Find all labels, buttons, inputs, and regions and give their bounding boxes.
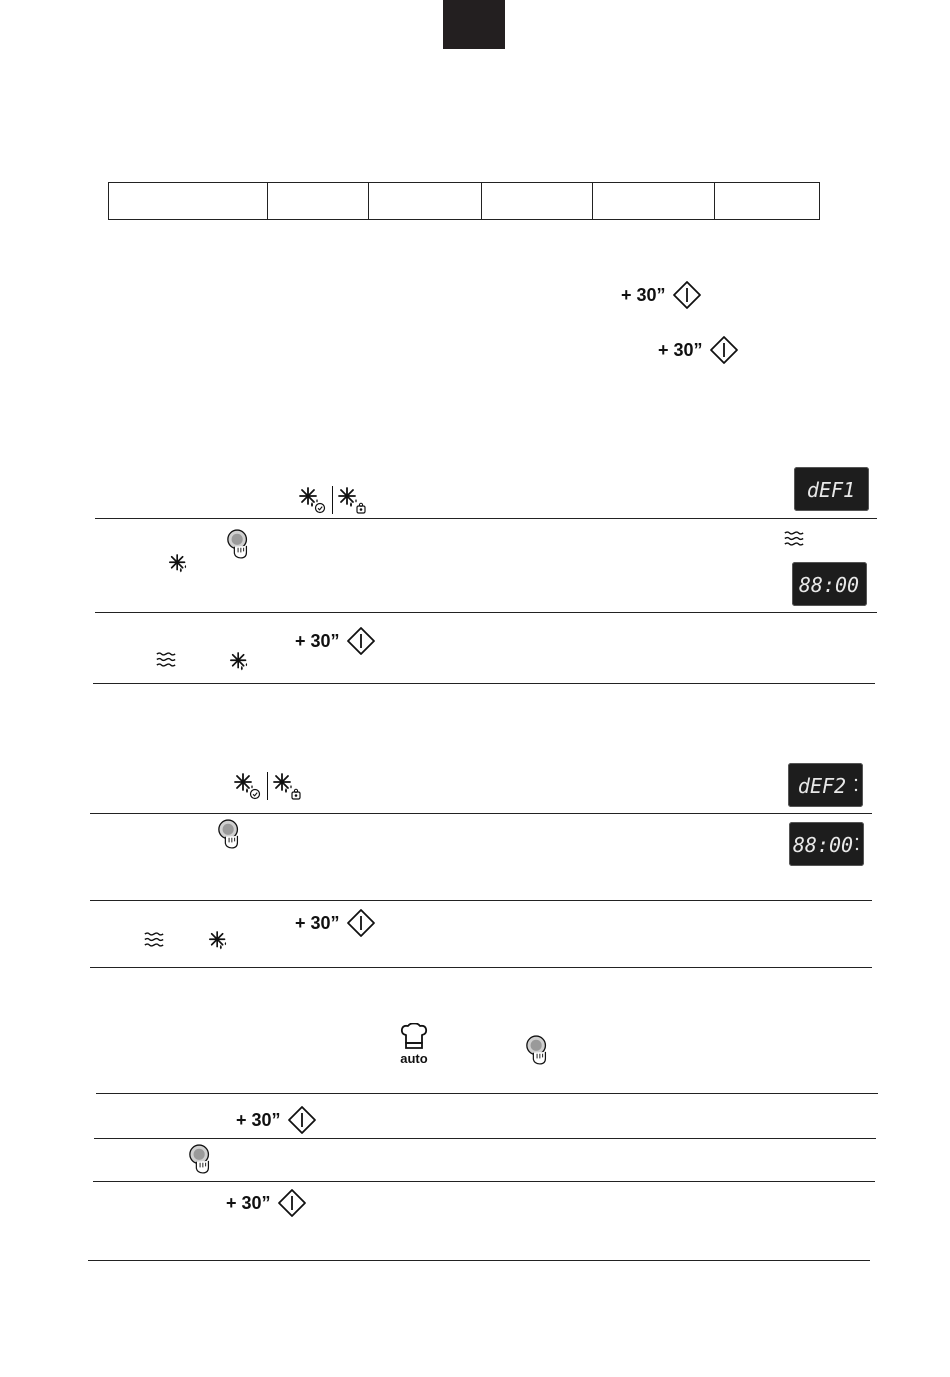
defrost-icon [229, 652, 251, 679]
row-divider [95, 518, 877, 519]
row-divider [90, 967, 872, 968]
table-divider [368, 183, 369, 219]
lcd-text: 88:00 [798, 573, 860, 597]
plus30-label: + 30” [658, 339, 703, 360]
defrost-clock-icon[interactable] [233, 773, 263, 806]
start-diamond-icon [346, 626, 376, 656]
rotary-knob-hand-icon[interactable] [226, 528, 252, 565]
lcd-display-defrost-2 [788, 763, 863, 807]
row-divider [94, 1138, 876, 1139]
plus30-label: + 30” [621, 284, 666, 305]
plus30-label: + 30” [226, 1192, 271, 1213]
microwave-waves-icon [783, 530, 805, 552]
plus30-label: + 30” [236, 1109, 281, 1130]
lcd-display-time-2 [789, 822, 864, 866]
blank-table [108, 182, 820, 220]
row-divider [96, 1093, 878, 1094]
start-diamond-icon [287, 1105, 317, 1135]
table-divider [481, 183, 482, 219]
icon-separator [267, 772, 268, 800]
table-divider [267, 183, 268, 219]
row-divider [95, 612, 877, 613]
plus30-start-key[interactable] [226, 1188, 307, 1218]
rotary-knob-hand-icon[interactable] [188, 1143, 214, 1180]
auto-key[interactable] [394, 1023, 434, 1066]
defrost-icon [208, 931, 230, 958]
icon-separator [332, 486, 333, 514]
lcd-text: 88:00 [792, 833, 854, 857]
rotary-knob-hand-icon[interactable] [217, 818, 243, 855]
row-divider [90, 813, 872, 814]
plus30-start-key[interactable] [295, 908, 376, 938]
microwave-waves-icon [155, 651, 177, 673]
lcd-text: dEF2 [797, 774, 847, 798]
start-diamond-icon [346, 908, 376, 938]
microwave-waves-icon [143, 931, 165, 953]
plus30-start-key[interactable] [621, 280, 702, 310]
defrost-weight-icon[interactable] [272, 773, 304, 806]
start-diamond-icon [672, 280, 702, 310]
plus30-label: + 30” [295, 912, 340, 933]
start-diamond-icon [709, 335, 739, 365]
row-divider [88, 1260, 870, 1261]
plus30-start-key[interactable] [658, 335, 739, 365]
chef-hat-icon [399, 1023, 429, 1051]
rotary-knob-hand-icon[interactable] [525, 1034, 551, 1071]
plus30-label: + 30” [295, 630, 340, 651]
auto-label: auto [400, 1051, 428, 1066]
table-divider [592, 183, 593, 219]
lcd-text: dEF1 [806, 478, 856, 502]
defrost-clock-icon[interactable] [298, 487, 328, 520]
lcd-display-time-1 [792, 562, 867, 606]
defrost-weight-icon[interactable] [337, 487, 369, 520]
row-divider [93, 1181, 875, 1182]
table-divider [714, 183, 715, 219]
row-divider [93, 683, 875, 684]
row-divider [90, 900, 872, 901]
lcd-display-defrost-1 [794, 467, 869, 511]
start-diamond-icon [277, 1188, 307, 1218]
plus30-start-key[interactable] [295, 626, 376, 656]
page-tab-marker [443, 0, 505, 49]
plus30-start-key[interactable] [236, 1105, 317, 1135]
defrost-icon [168, 554, 190, 581]
